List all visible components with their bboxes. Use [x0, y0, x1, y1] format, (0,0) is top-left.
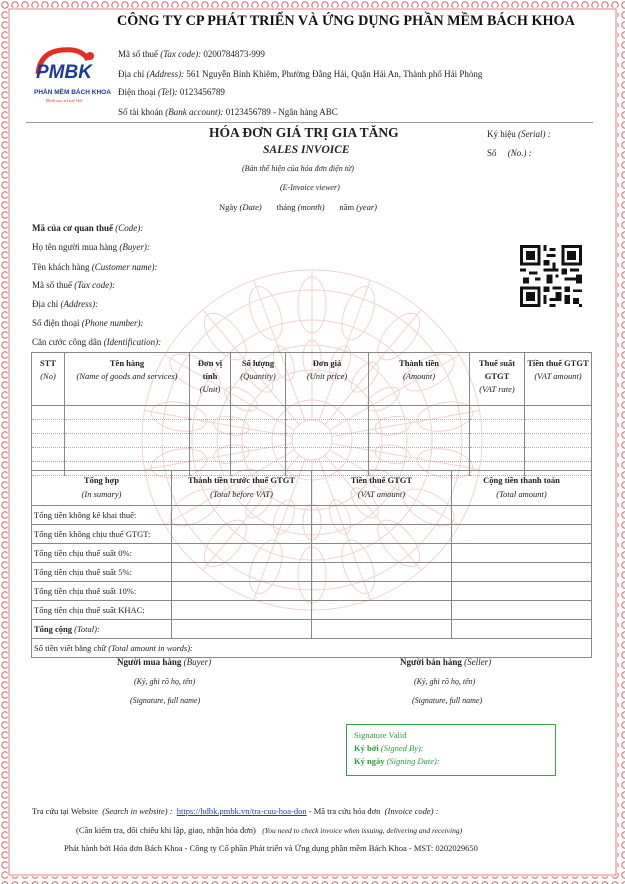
pmbk-logo-icon	[30, 44, 110, 90]
col-amount: Thành tiền (Amount)	[369, 353, 470, 406]
digital-signature-box[interactable]	[346, 724, 556, 776]
buyer-signature-note-en: (Signature, full name)	[130, 696, 201, 705]
signature-valid-label: Signature Valid	[354, 730, 407, 740]
customer-name: Tên khách hàng (Customer name):	[32, 262, 158, 272]
buyer-signature-note: (Ký, ghi rõ họ, tên)	[134, 677, 196, 686]
summary-table	[31, 470, 592, 658]
company-address: Địa chỉ (Address): 561 Nguyễn Bỉnh Khiêm, Phường Đằng Hải, Quận Hải An, Thành phố Hải Phòng	[118, 69, 483, 79]
summary-col-total: Cộng tiền thanh toán (Total amount)	[451, 471, 591, 506]
summary-row: Tổng tiền chịu thuế suất 5%:	[32, 563, 592, 582]
summary-row: Tổng tiền chịu thuế suất 0%:	[32, 544, 592, 563]
summary-row: Tổng tiền chịu thuế suất 10%:	[32, 582, 592, 601]
invoice-title-en: SALES INVOICE	[263, 144, 350, 156]
company-tax-code: Mã số thuế (Tax code): 0200784873-999	[118, 49, 265, 59]
table-row	[32, 406, 592, 420]
col-name: Tên hàng (Name of goods and services)	[65, 353, 190, 406]
invoice-date: Ngày (Date) tháng (month) năm (year)	[219, 202, 377, 212]
company-phone: Điện thoại (Tel): 0123456789	[118, 87, 225, 97]
summary-header	[32, 471, 592, 506]
header-divider	[26, 122, 593, 123]
invoice-number: Số (No.) :	[487, 148, 532, 158]
qr-code-icon[interactable]	[520, 245, 582, 307]
issuer-line: Phát hành bởi Hóa đơn Bách Khoa - Công ty Cổ phần Phát triển và Ứng dụng phần mềm Bách Khoa - MST: 0202029650	[64, 843, 478, 853]
check-note: (Cần kiểm tra, đối chiếu khi lập, giao, nhận hóa đơn) (You need to check invoice when issuing, delivering and receiving)	[76, 825, 463, 835]
company-bank-account: Số tài khoản (Bank account): 0123456789 - Ngân hàng ABC	[118, 107, 338, 117]
signing-date: Ký ngày (Signing Date):	[354, 756, 440, 766]
company-name: CÔNG TY CP PHÁT TRIỂN VÀ ỨNG DỤNG PHẦN MỀM BÁCH KHOA	[117, 13, 575, 29]
buyer-phone: Số điện thoại (Phone number):	[32, 318, 144, 328]
seller-signature-note: (Ký, ghi rõ họ, tên)	[414, 677, 476, 686]
lookup-line: Tra cứu tại Website (Search in website) : https://hdbk.pmbk.vn/tra-cuu-hoa-don - Mã tra cứu hóa đơn (Invoice code) :	[32, 806, 439, 816]
col-no: STT (No)	[32, 353, 65, 406]
invoice-title: HÓA ĐƠN GIÁ TRỊ GIA TĂNG	[209, 125, 399, 140]
seller-signature-title: Người bán hàng (Seller)	[400, 657, 492, 667]
items-table-header	[32, 353, 592, 406]
col-vat-rate: Thuế suất GTGT (VAT rate)	[470, 353, 525, 406]
buyer-id: Căn cước công dân (Identification):	[32, 337, 162, 347]
company-logo	[30, 44, 110, 114]
summary-row: Tổng tiền không kê khai thuế:	[32, 506, 592, 525]
svg-text:PMBK: PMBK	[36, 62, 92, 83]
summary-col-vat: Tiền thuế GTGT (VAT amount)	[311, 471, 451, 506]
col-unit: Đơn vị tính (Unit)	[190, 353, 231, 406]
logo-caption: PHẦN MỀM BÁCH KHOA	[34, 89, 111, 96]
buyer-address: Địa chỉ (Address):	[32, 299, 99, 309]
invoice-serial: Ký hiệu (Serial) :	[487, 129, 551, 139]
table-row	[32, 448, 592, 462]
col-vat-amount: Tiền thuế GTGT (VAT amount)	[525, 353, 592, 406]
invoice-subtitle-en: (E-Invoice viewer)	[280, 183, 340, 192]
summary-total-row: Tổng cộng (Total):	[32, 620, 592, 639]
table-row	[32, 434, 592, 448]
col-unit-price: Đơn giá (Unit price)	[286, 353, 369, 406]
logo-tagline: Đỉnh cao trí tuệ Việt	[46, 98, 83, 103]
signed-by: Ký bởi (Signed By):	[354, 743, 424, 753]
summary-row: Tổng tiền không chịu thuế GTGT:	[32, 525, 592, 544]
summary-col-label: Tổng hợp (In sumary)	[32, 471, 172, 506]
seller-signature-note-en: (Signature, full name)	[412, 696, 483, 705]
amount-in-words-row: Số tiền viết bằng chữ (Total amount in words):	[32, 639, 592, 658]
buyer-name: Họ tên người mua hàng (Buyer):	[32, 242, 150, 252]
buyer-signature-title: Người mua hàng (Buyer)	[117, 657, 212, 667]
invoice-subtitle: (Bản thể hiện của hóa đơn điện tử)	[242, 164, 354, 173]
col-quantity: Số lượng (Quantity)	[231, 353, 286, 406]
tax-authority-code: Mã của cơ quan thuế (Code):	[32, 223, 144, 233]
table-row	[32, 420, 592, 434]
buyer-tax-code: Mã số thuế (Tax code):	[32, 280, 116, 290]
items-table	[31, 352, 592, 476]
lookup-link[interactable]: https://hdbk.pmbk.vn/tra-cuu-hoa-don	[176, 806, 307, 816]
summary-col-before-vat: Thành tiền trước thuế GTGT (Total before VAT)	[172, 471, 312, 506]
summary-row: Tổng tiền chịu thuế suất KHAC:	[32, 601, 592, 620]
